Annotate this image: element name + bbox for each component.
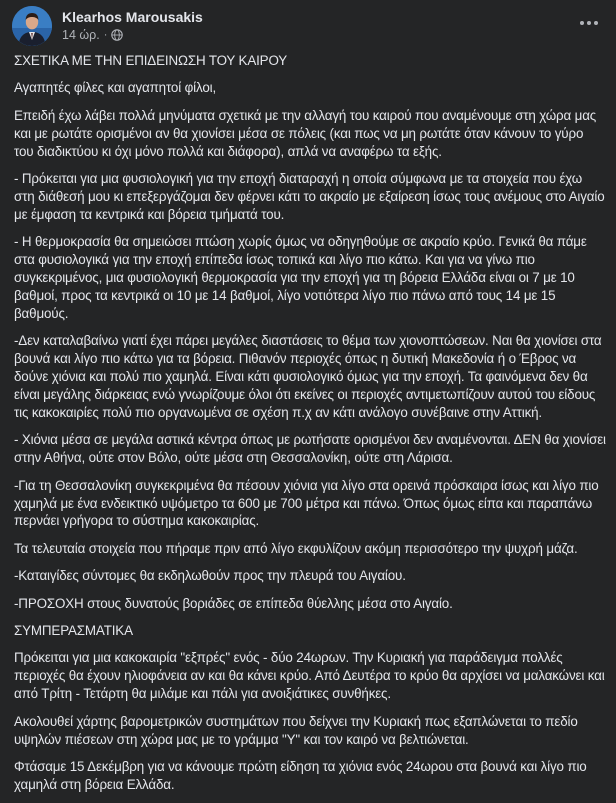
post-paragraph: ΣΥΜΠΕΡΑΣΜΑΤΙΚΑ: [14, 623, 133, 639]
separator-dot: ·: [103, 29, 108, 41]
more-options-icon: [580, 21, 584, 25]
author-avatar[interactable]: [12, 6, 52, 46]
post-paragraph: Πρόκειται για μια κακοκαιρία "εξπρές" ενός - δύο 24ωρων. Την Κυριακή για παράδειγμα πολλές περιοχές θα έχουν ηλιοφάνεια αν και θα κάνει κρύο. Από Δευτέρα το κρύο θα αρχίσει να μαλακώνει και από Τρίτη - Τετάρτη θα μιλάμε και πάλι για ανοιξιάτικες συνθήκες.: [14, 650, 605, 702]
post-paragraph: - Χιόνια μέσα σε μεγάλα αστικά κέντρα όπως με ρωτήσατε ορισμένοι δεν αναμένονται. ΔΕΝ θα χιονίσει στην Αθήνα, ούτε στον Βόλο, ούτε μέσα στη Θεσσαλονίκη, ούτε στη Λάρισα.: [14, 432, 606, 466]
post-meta: [62, 28, 123, 42]
post-paragraph: -Καταιγίδες σύντομες θα εκδηλωθούν προς την πλευρά του Αιγαίου.: [14, 568, 406, 584]
post-paragraph: -ΠΡΟΣΟΧΗ στους δυνατούς βοριάδες σε επίπεδα θύελλης μέσα στο Αιγαίο.: [14, 595, 453, 611]
post-paragraph: Φτάσαμε 15 Δεκέμβρη για να κάνουμε πρώτη είδηση τα χιόνια ενός 24ωρου στα βουνά και λίγο πιο χαμηλά στη βόρεια Ελλάδα.: [14, 759, 587, 792]
post-paragraph: Αγαπητές φίλες και αγαπητοί φίλοι,: [14, 80, 217, 96]
post-paragraph: - Η θερμοκρασία θα σημειώσει πτώση χωρίς όμως να οδηγηθούμε σε ακραίο κρύο. Γενικά θα πάμε στα φυσιολογικά για την εποχή επίπεδα ίσως τοπικά και λίγο πιο κάτω. Και για να γίνω πιο συγκεκριμένος, μια φυσιολογική θερμοκρασία για την εποχή για τη βόρεια Ελλάδα είναι οι 7 με 10 βαθμοί, προς τα κεντρικά οι 10 με 14 βαθμοί, λίγο νοτιότερα λίγο πιο πάνω από τους 14 με 15 βαθμούς.: [14, 234, 587, 321]
author-name[interactable]: Klearhos Marousakis: [62, 9, 203, 25]
more-options-button[interactable]: [572, 10, 606, 36]
post-header: [0, 0, 616, 46]
globe-icon[interactable]: [111, 29, 123, 41]
post-paragraph: Επειδή έχω λάβει πολλά μηνύματα σχετικά με την αλλαγή του καιρού που αναμένουμε στη χώρα μας και με ρωτάτε ορισμένοι αν θα χιονίσει μέσα σε πόλεις (και πως να μη ρωτάτε όταν κάνουν το γύρο του διαδικτύου κι όχι μόνο πολλά και διάφορα), απλά να αναφέρω τα εξής.: [14, 107, 597, 159]
post-paragraph: Τα τελευταία στοιχεία που πήραμε πριν από λίγο εκφυλίζουν ακόμη περισσότερο την ψυχρή μάζα.: [14, 540, 578, 556]
avatar-photo: [12, 6, 52, 46]
post-paragraph: -Δεν καταλαβαίνω γιατί έχει πάρει μεγάλες διαστάσεις το θέμα των χιονοπτώσεων. Ναι θα χιονίσει στα βουνά και λίγο πιο κάτω για τα βόρεια. Πιθανόν περιοχές όπως η δυτική Μακεδονία ή ο Έβρος να δούνε χιόνια και πολύ πιο χαμηλά. Είναι κάτι φυσιολογικό όμως για την εποχή. Τα φαινόμενα δεν θα είναι μεγάλης διάρκειας ενώ γνωρίζουμε όλοι ότι εκείνες οι περιοχές αντιμετωπίζουν αυτού του είδους τις κακοκαιρίες πολύ πιο οργανωμένα σε σχέση π.χ αν κάτι ανάλογο συνέβαινε στην Αττική.: [14, 333, 602, 420]
post-paragraph: ΣΧΕΤΙΚΑ ΜΕ ΤΗΝ ΕΠΙΔΕΙΝΩΣΗ ΤΟΥ ΚΑΙΡΟΥ: [14, 53, 288, 68]
post-timestamp[interactable]: 14 ώρ.: [62, 28, 100, 42]
post-text: [14, 52, 606, 803]
post-paragraph: Ακολουθεί χάρτης βαρομετρικών συστημάτων που δείχνει την Κυριακή πως εξαπλώνεται το πεδίο υψηλών πιέσεων στη χώρα μας με το γράμμα "Υ" και τον καιρό να βελτιώνεται.: [14, 713, 578, 747]
post-paragraph: -Για τη Θεσσαλονίκη συγκεκριμένα θα πέσουν χιόνια για λίγο στα ορεινά πρόσκαιρα ίσως και λίγο πιο χαμηλά με ένα ενδεικτικό υψόμετρο τα 600 με 700 μέτρα και πάνω. Όπως όμως είπα και παραπάνω περνάει γρήγορα το σύστημα κακοκαιρίας.: [14, 477, 599, 529]
post-paragraph: - Πρόκειται για μια φυσιολογική για την εποχή διαταραχή η οποία σύμφωνα με τα στοιχεία που έχω στη διάθεσή μου κι επεξεργάζομαι δεν φέρνει κάτι το ακραίο με εξαίρεση ίσως τους ανέμους στο Αιγαίο με έμφαση τα κεντρικά και βόρεια τμήματά του.: [14, 171, 605, 222]
